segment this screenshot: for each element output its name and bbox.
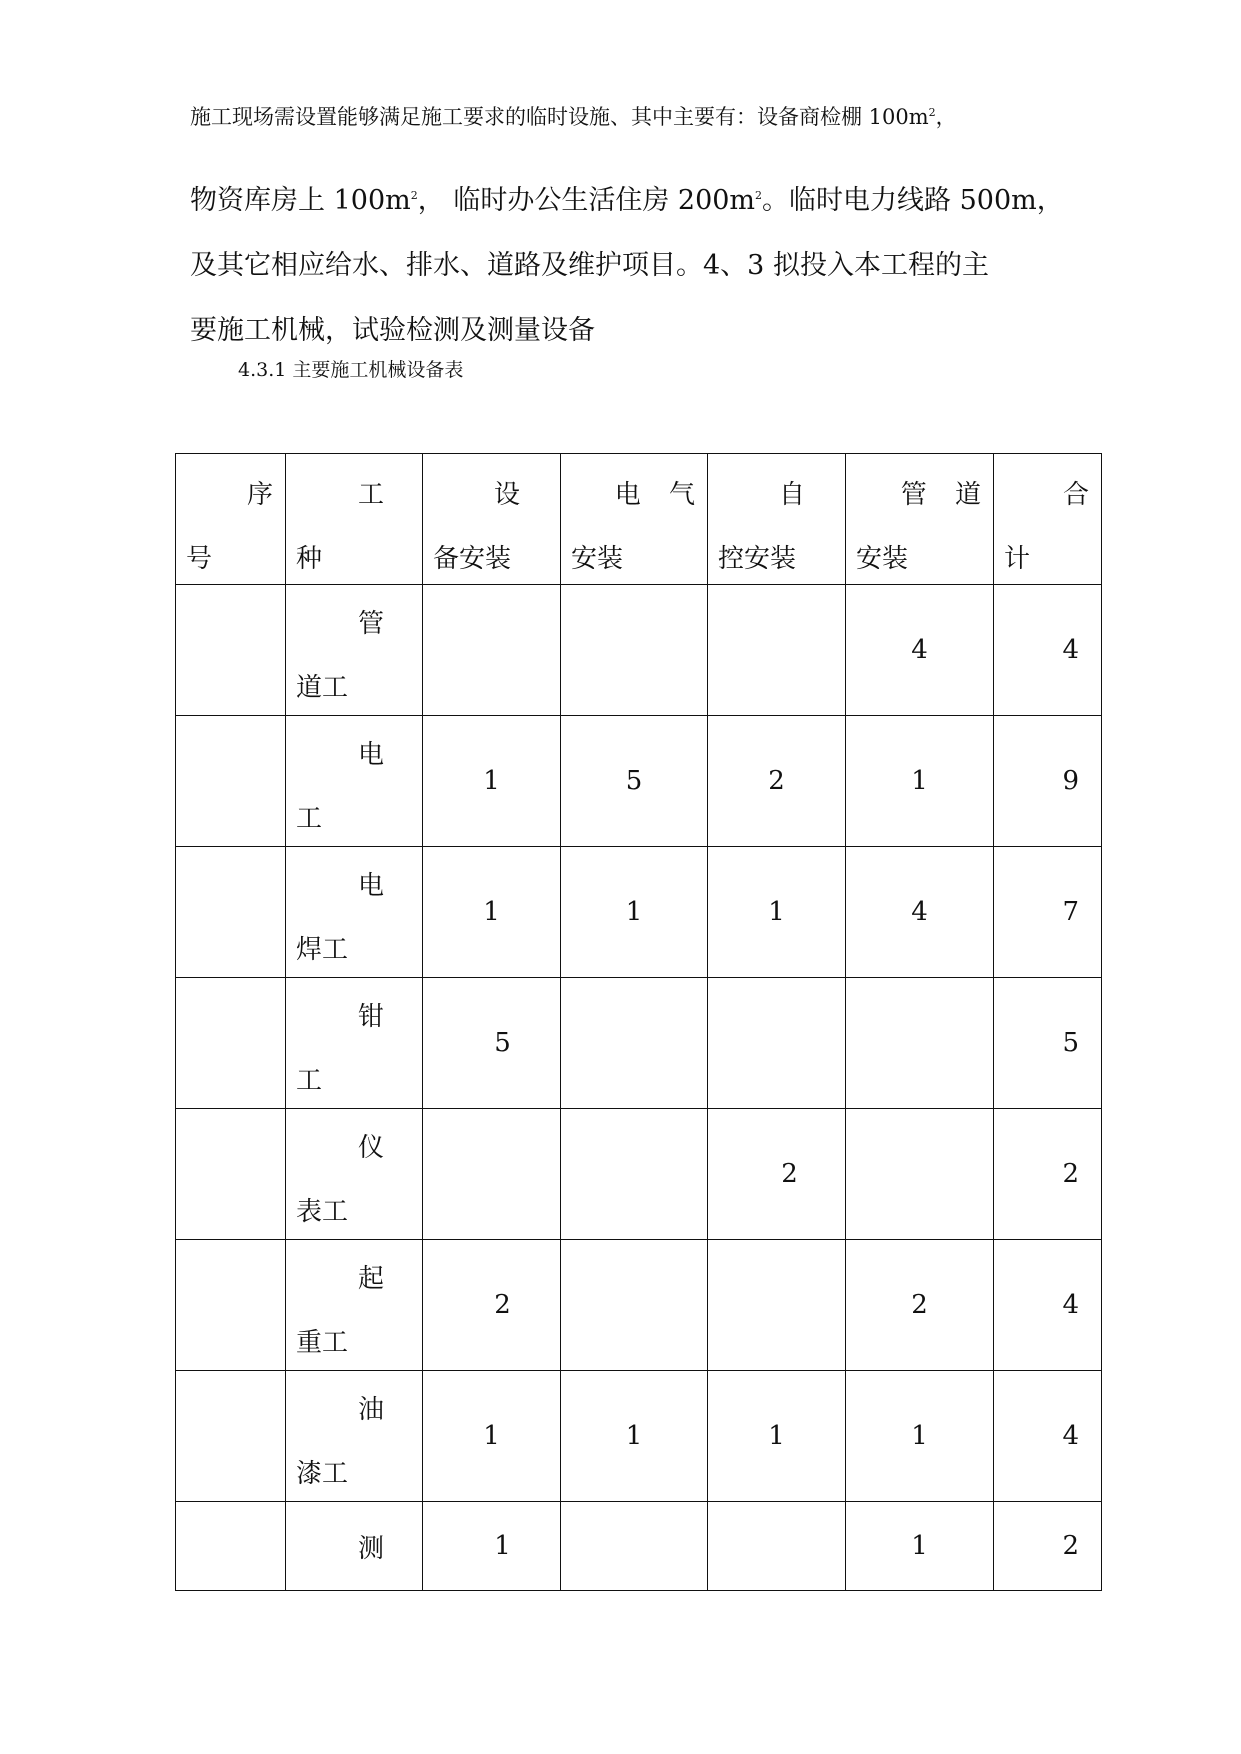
cell-ctrl — [708, 1502, 846, 1591]
intro-first-line — [190, 102, 1090, 132]
cell-ctrl — [708, 978, 846, 1109]
cell-equip: 1 — [423, 716, 561, 847]
table-row — [176, 716, 1102, 847]
cell-seq — [176, 1371, 286, 1502]
cell-total: 5 — [994, 978, 1102, 1109]
cell-pipe: 1 — [846, 1371, 994, 1502]
cell-seq — [176, 847, 286, 978]
cell-elec — [561, 1240, 708, 1371]
table-row — [176, 1371, 1102, 1502]
cell-total: 9 — [994, 716, 1102, 847]
cell-pipe: 4 — [846, 847, 994, 978]
cell-ctrl — [708, 1240, 846, 1371]
cell-ctrl: 1 — [708, 847, 846, 978]
cell-elec — [561, 978, 708, 1109]
cell-total: 4 — [994, 1240, 1102, 1371]
cell-role: 起 重工 — [286, 1240, 423, 1371]
cell-ctrl: 2 — [708, 716, 846, 847]
paragraph-line-3: 要施工机械，试验检测及测量设备 — [190, 315, 595, 346]
cell-role: 管 道工 — [286, 585, 423, 716]
table-row — [176, 847, 1102, 978]
cell-role: 测 — [286, 1502, 423, 1591]
header-role: 工 种 — [286, 454, 423, 585]
cell-role: 电 工 — [286, 716, 423, 847]
cell-role: 钳 工 — [286, 978, 423, 1109]
cell-equip: 2 — [423, 1240, 561, 1371]
cell-elec: 5 — [561, 716, 708, 847]
header-equip-install: 设 备安装 — [423, 454, 561, 585]
cell-equip — [423, 1109, 561, 1240]
cell-pipe — [846, 1109, 994, 1240]
cell-ctrl: 2 — [708, 1109, 846, 1240]
cell-total: 7 — [994, 847, 1102, 978]
cell-equip — [423, 585, 561, 716]
cell-seq — [176, 1240, 286, 1371]
table-row — [176, 1109, 1102, 1240]
line1-part-a: 物资库房上 100m — [190, 185, 411, 216]
cell-seq — [176, 1109, 286, 1240]
header-elec-install: 电 气 安装 — [561, 454, 708, 585]
superscript: 2 — [755, 189, 763, 202]
cell-seq — [176, 585, 286, 716]
line1-part-c: 。临时电力线路 500m， — [762, 185, 1064, 216]
cell-pipe — [846, 978, 994, 1109]
table-row — [176, 585, 1102, 716]
cell-elec — [561, 1502, 708, 1591]
cell-total: 4 — [994, 585, 1102, 716]
cell-role: 仪 表工 — [286, 1109, 423, 1240]
cell-elec — [561, 1109, 708, 1240]
cell-elec — [561, 585, 708, 716]
cell-seq — [176, 716, 286, 847]
cell-seq — [176, 1502, 286, 1591]
header-pipe-install: 管 道 安装 — [846, 454, 994, 585]
superscript: 2 — [410, 189, 418, 202]
cell-equip: 5 — [423, 978, 561, 1109]
table-row — [176, 1502, 1102, 1591]
intro-punct: ， — [935, 105, 957, 129]
line1-part-b: ， 临时办公生活住房 200m — [417, 185, 756, 216]
cell-elec: 1 — [561, 847, 708, 978]
cell-equip: 1 — [423, 847, 561, 978]
cell-pipe: 1 — [846, 1502, 994, 1591]
cell-pipe: 4 — [846, 585, 994, 716]
cell-elec: 1 — [561, 1371, 708, 1502]
cell-equip: 1 — [423, 1371, 561, 1502]
paragraph-line-2: 及其它相应给水、排水、道路及维护项目。4、3 拟投入本工程的主 — [190, 250, 989, 281]
cell-role: 电 焊工 — [286, 847, 423, 978]
table-caption: 4.3.1 主要施工机械设备表 — [238, 359, 464, 381]
intro-paragraph — [190, 168, 1090, 363]
cell-total: 4 — [994, 1371, 1102, 1502]
cell-ctrl: 1 — [708, 1371, 846, 1502]
header-ctrl-install: 自 控安装 — [708, 454, 846, 585]
cell-equip: 1 — [423, 1502, 561, 1591]
cell-total: 2 — [994, 1109, 1102, 1240]
header-seq: 序 号 — [176, 454, 286, 585]
table-row — [176, 1240, 1102, 1371]
cell-role: 油 漆工 — [286, 1371, 423, 1502]
cell-ctrl — [708, 585, 846, 716]
table-row — [176, 978, 1102, 1109]
equipment-table — [175, 453, 1102, 1591]
paragraph-line-1 — [190, 168, 1090, 233]
table-header-row — [176, 454, 1102, 585]
cell-seq — [176, 978, 286, 1109]
cell-pipe: 2 — [846, 1240, 994, 1371]
superscript: 2 — [928, 106, 936, 119]
header-total: 合 计 — [994, 454, 1102, 585]
cell-total: 2 — [994, 1502, 1102, 1591]
intro-text: 施工现场需设置能够满足施工要求的临时设施、其中主要有：设备商检棚 100m — [190, 105, 929, 129]
cell-pipe: 1 — [846, 716, 994, 847]
